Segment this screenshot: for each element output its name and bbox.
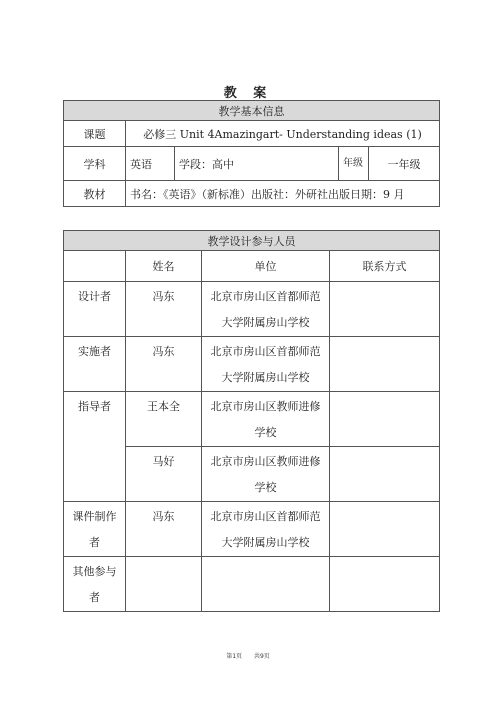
role-cell: 设计者 [64, 282, 126, 337]
subject-value: 英语 [126, 147, 175, 181]
corner-cell [64, 251, 126, 282]
table-row [64, 282, 440, 337]
stage-value: 学段：高中 [175, 147, 339, 181]
grade-label: 年级 [339, 147, 369, 181]
textbook-label: 教材 [64, 181, 126, 207]
page-total: 共9页 [253, 653, 270, 660]
name-cell: 冯东 [126, 282, 202, 337]
staff-table [63, 230, 440, 612]
role-cell: 其他参与 者 [64, 557, 126, 612]
column-header-contact: 联系方式 [330, 251, 440, 282]
subject-label: 学科 [64, 147, 126, 181]
contact-cell [330, 447, 440, 502]
unit-cell: 北京市房山区教师进修 学校 [202, 392, 330, 447]
name-cell: 冯东 [126, 502, 202, 557]
contact-cell [330, 337, 440, 392]
topic-value: 必修三 Unit 4Amazingart- Understanding ideas (1) [126, 121, 440, 147]
unit-cell: 北京市房山区首都师范 大学附属房山学校 [202, 502, 330, 557]
column-header-unit: 单位 [202, 251, 330, 282]
name-cell: 冯东 [126, 337, 202, 392]
contact-cell [330, 282, 440, 337]
table-row [64, 392, 440, 447]
textbook-value: 书名：《英语》（新标准）出版社：外研社出版日期：9 月 [126, 181, 440, 207]
role-cell: 实施者 [64, 337, 126, 392]
document-title: 教 案 [223, 86, 273, 101]
name-cell [126, 557, 202, 612]
basic-info-header: 教学基本信息 [64, 101, 440, 121]
unit-cell: 北京市房山区教师进修 学校 [202, 447, 330, 502]
unit-cell: 北京市房山区首都师范 大学附属房山学校 [202, 337, 330, 392]
contact-cell [330, 502, 440, 557]
name-cell: 王本全 [126, 392, 202, 447]
contact-cell [330, 557, 440, 612]
table-row [64, 502, 440, 557]
staff-header: 教学设计参与人员 [64, 231, 440, 251]
column-header-name: 姓名 [126, 251, 202, 282]
table-row [64, 557, 440, 612]
topic-label: 课题 [64, 121, 126, 147]
name-cell: 马好 [126, 447, 202, 502]
contact-cell [330, 392, 440, 447]
table-row [64, 337, 440, 392]
page-footer [0, 651, 496, 660]
page-number: 第1页 [226, 653, 243, 660]
role-cell: 课件制作 者 [64, 502, 126, 557]
basic-info-table [63, 100, 440, 207]
role-cell: 指导者 [64, 392, 126, 502]
unit-cell [202, 557, 330, 612]
grade-value: 一年级 [369, 147, 440, 181]
unit-cell: 北京市房山区首都师范 大学附属房山学校 [202, 282, 330, 337]
